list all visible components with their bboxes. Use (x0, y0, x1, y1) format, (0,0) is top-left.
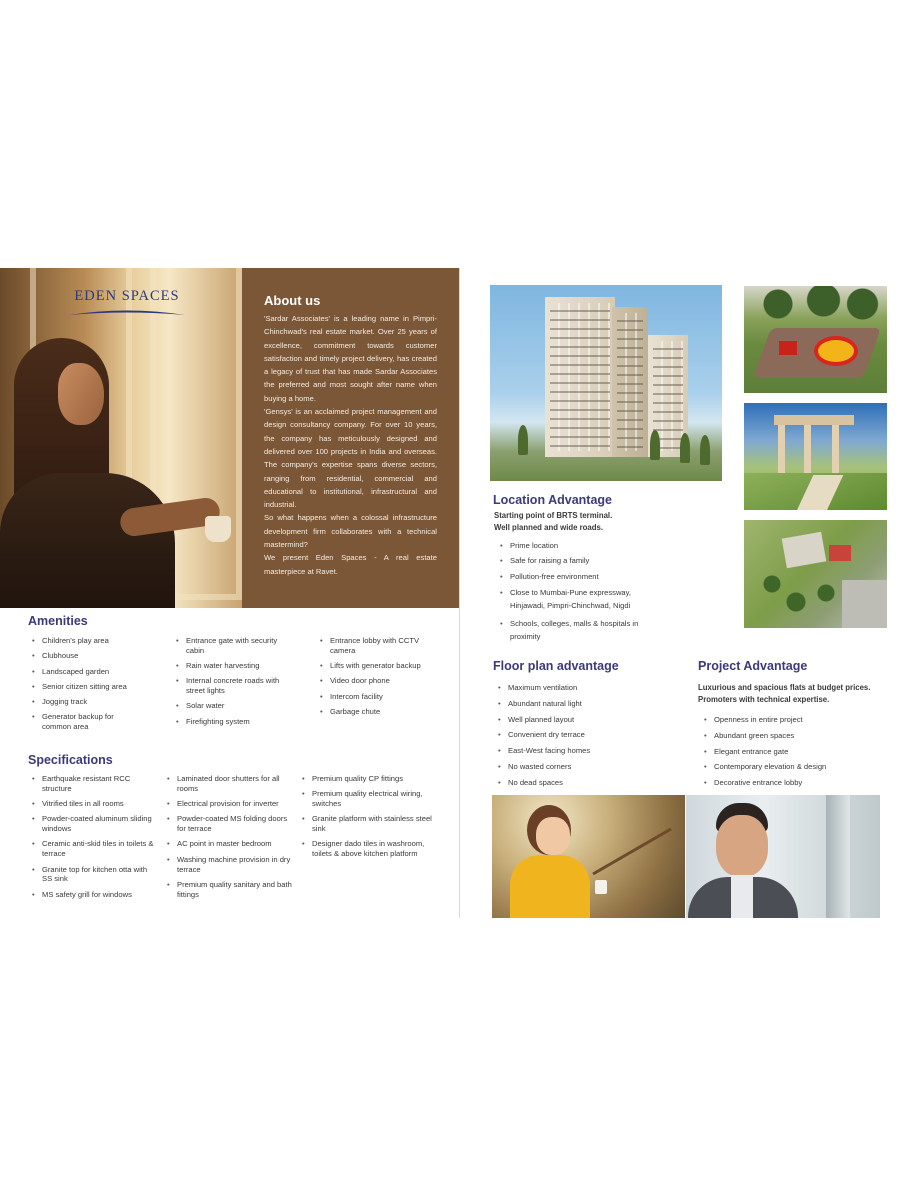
location-advantage-title: Location Advantage (493, 493, 612, 507)
aerial-site-image (744, 520, 887, 628)
list-item: • Abundant natural light (496, 699, 666, 709)
list-item: • Ceramic anti-skid tiles in toilets & terrace (30, 839, 155, 859)
list-item: • Safe for raising a family (498, 555, 668, 567)
list-item: • Generator backup for common area (30, 712, 142, 732)
list-item: • Firefighting system (174, 717, 284, 727)
list-item: • Granite platform with stainless steel sink (300, 814, 440, 834)
eden-spaces-logo (62, 288, 192, 323)
amenities-list-col1 (30, 636, 150, 738)
list-item: • Maximum ventilation (496, 683, 666, 693)
list-item: • Children's play area (30, 636, 150, 646)
project-subtitle-line: Luxurious and spacious flats at budget prices. (698, 683, 871, 692)
about-title: About us (264, 293, 321, 308)
list-item: • Clubhouse (30, 651, 150, 661)
list-item: • MS safety grill for windows (30, 890, 155, 900)
list-item: • Close to Mumbai-Pune expressway, Hinjawadi, Pimpri-Chinchwad, Nigdi (498, 586, 668, 613)
smiling-man-image (686, 795, 880, 918)
list-item: • Premium quality CP fittings (300, 774, 440, 784)
building-render-image (490, 285, 722, 481)
list-item: • Entrance gate with security cabin (174, 636, 284, 656)
list-item: • Convenient dry terrace (496, 730, 666, 740)
list-item: • Powder-coated aluminum sliding windows (30, 814, 155, 834)
list-item: • Entrance lobby with CCTV camera (318, 636, 438, 656)
list-item: • Vitrified tiles in all rooms (30, 799, 155, 809)
list-item: • Lifts with generator backup (318, 661, 438, 671)
specifications-list-col1 (30, 774, 155, 905)
list-item: • Openness in entire project (702, 715, 892, 725)
specifications-list-col3 (300, 774, 440, 865)
list-item: • Decorative entrance lobby (702, 778, 892, 788)
child-playing-image (492, 795, 685, 918)
pergola-garden-image (744, 403, 887, 510)
list-item: • Video door phone (318, 676, 438, 686)
list-item: • Senior citizen sitting area (30, 682, 137, 692)
project-subtitle-line: Promoters with technical expertise. (698, 694, 830, 704)
list-item: • Landscaped garden (30, 667, 150, 677)
list-item: • Pollution-free environment (498, 571, 668, 583)
specifications-list-col2 (165, 774, 293, 905)
list-item: • Abundant green spaces (702, 731, 892, 741)
list-item: • Designer dado tiles in washroom, toilets & above kitchen platform (300, 839, 440, 859)
list-item: • Schools, colleges, malls & hospitals in proximity (498, 617, 668, 644)
list-item: • East-West facing homes (496, 746, 666, 756)
about-paragraph: 'Sardar Associates' is a leading name in Pimpri-Chinchwad's real estate market. Over 25 years of excellence, commitment towards customer satisfaction and timely project delivery, has created a legacy of trust that has made Sardar Associates the preferred and most sought after name when buying a home. (264, 314, 437, 403)
amenities-list-col2 (174, 636, 284, 732)
list-item: • Rain water harvesting (174, 661, 284, 671)
list-item: • No dead spaces (496, 778, 666, 788)
about-paragraph: 'Gensys' is an acclaimed project management and design consultancy company. For over 10 years, the company has meticulously designed and delivered over 100 projects in India and overseas. The company's expertise spans diverse sectors, ranging from residential, commercial and educational to institutional, infrastructural and industrial. (264, 407, 437, 510)
list-item: • Jogging track (30, 697, 150, 707)
list-item: • Washing machine provision in dry terrace (165, 855, 293, 875)
list-item: • Electrical provision for inverter (165, 799, 293, 809)
list-item: • Granite top for kitchen otta with SS sink (30, 865, 155, 885)
project-list (702, 715, 892, 794)
logo-text: EDEN SPACES (74, 288, 180, 304)
list-item: • AC point in master bedroom (165, 839, 293, 849)
list-item: • Premium quality sanitary and bath fittings (165, 880, 293, 900)
specifications-title: Specifications (28, 753, 113, 767)
list-item: • Intercom facility (318, 692, 438, 702)
list-item: • Earthquake resistant RCC structure (30, 774, 155, 794)
project-subtitle (698, 682, 898, 705)
location-subtitle-line: Starting point of BRTS terminal. (494, 511, 613, 520)
list-item: • Contemporary elevation & design (702, 762, 892, 772)
list-item: • Laminated door shutters for all rooms (165, 774, 293, 794)
project-advantage-title: Project Advantage (698, 659, 808, 673)
about-paragraph: We present Eden Spaces - A real estate masterpiece at Ravet. (264, 553, 437, 576)
location-subtitle-line: Well planned and wide roads. (494, 522, 604, 532)
list-item: • Prime location (498, 540, 668, 552)
list-item: • Garbage chute (318, 707, 438, 717)
logo-swoosh-icon (67, 308, 187, 318)
amenities-title: Amenities (28, 614, 88, 628)
about-body (264, 312, 437, 578)
play-area-image (744, 286, 887, 393)
floor-plan-advantage-title: Floor plan advantage (493, 659, 619, 673)
list-item: • Solar water (174, 701, 284, 711)
list-item: • Premium quality electrical wiring, switches (300, 789, 440, 809)
list-item: • Powder-coated MS folding doors for terrace (165, 814, 293, 834)
about-panel (242, 268, 460, 608)
list-item: • Internal concrete roads with street lights (174, 676, 284, 696)
location-list (498, 540, 668, 647)
about-paragraph: So what happens when a colossal infrastructure development firm collaborates with a technical mastermind? (264, 513, 437, 550)
list-item: • No wasted corners (496, 762, 666, 772)
list-item: • Elegant entrance gate (702, 747, 892, 757)
location-subtitle (494, 510, 714, 533)
amenities-list-col3 (318, 636, 438, 722)
page-divider (459, 268, 460, 918)
floor-plan-list (496, 683, 666, 794)
list-item: • Well planned layout (496, 715, 666, 725)
